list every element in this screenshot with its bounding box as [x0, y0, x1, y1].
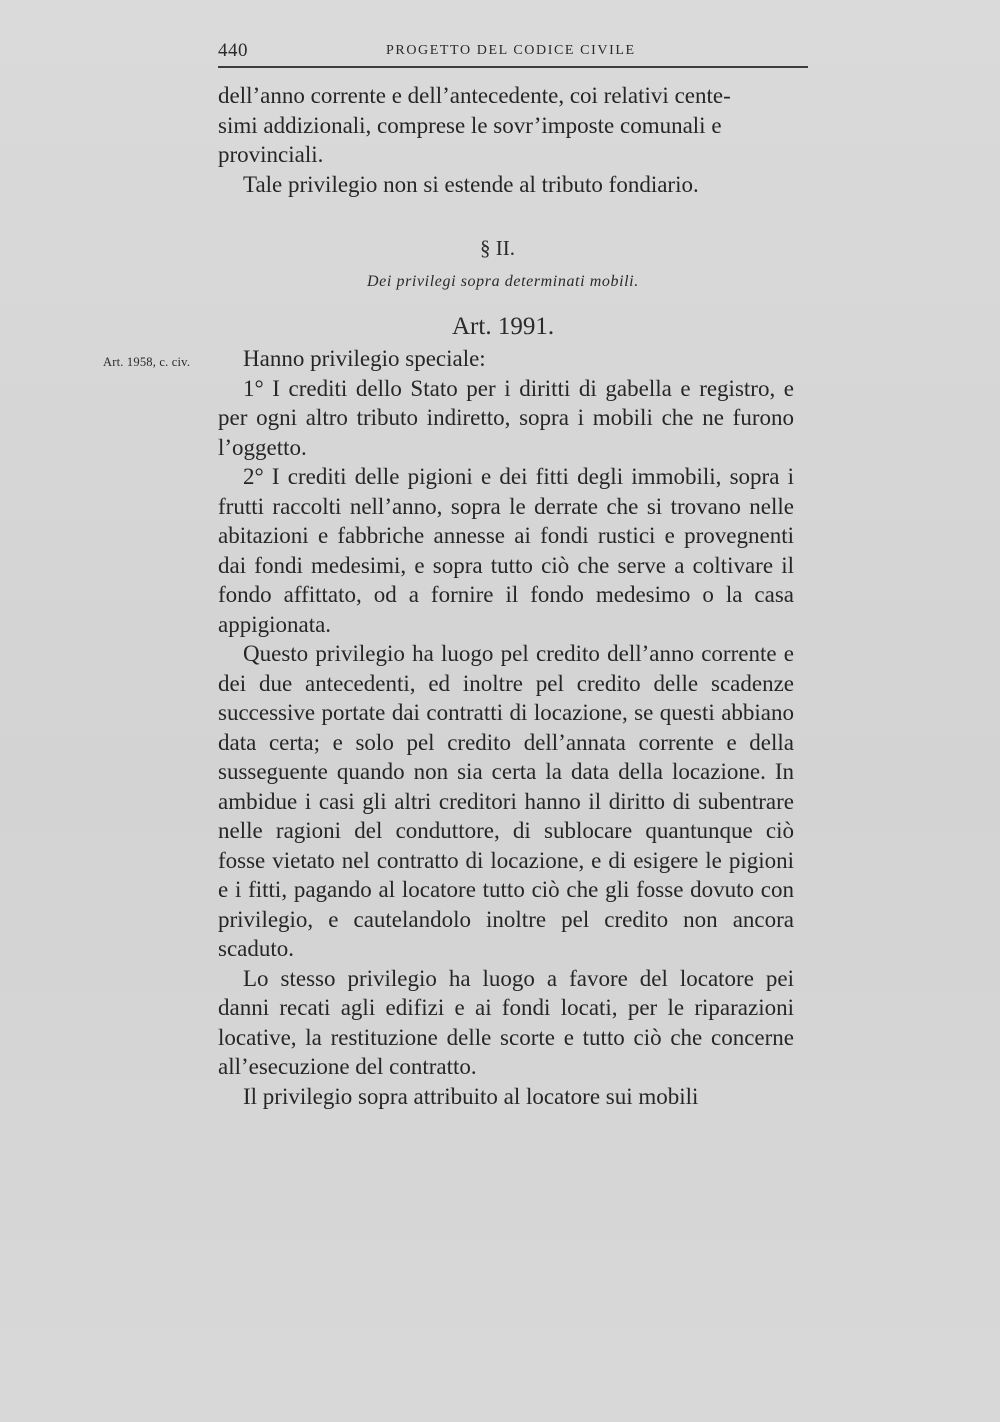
running-title: PROGETTO DEL CODICE CIVILE	[386, 43, 636, 58]
carryover-line: provinciali.	[218, 142, 324, 167]
article-intro: Hanno privilegio speciale:	[243, 346, 486, 371]
article-paragraph: 2° I crediti delle pigioni e dei fitti degli immobili, sopra i frutti raccolti nell’anno, sopra le derrate che si trovano nelle abitazioni e fabbriche annesse ai fondi rustici e provegnenti dai fondi medesimi, e sopra tutto ciò che serve a coltivare il fondo affittato, od a fornire il fondo medesimo o la casa appigionata.	[218, 464, 794, 637]
carryover-line: simi addizionali, comprese le sovr’imposte comunali e	[218, 112, 722, 138]
article-paragraph: Lo stesso privilegio ha luogo a favore del locatore pei danni recati agli edifizi e ai fondi locati, per le riparazioni locative, la restituzione delle scorte e tutto ciò che concerne all’esecuzione del contratto.	[218, 965, 794, 1079]
article-heading: Art. 1991.	[452, 313, 555, 340]
carryover-line: dell’anno corrente e dell’antecedente, coi relativi cente-	[218, 83, 731, 108]
article-paragraph: Questo privilegio ha luogo pel credito dell’anno corrente e dei due antecedenti, ed inoltre pel credito delle scadenze successive portate dai contratti di locazione, se questi abbiano data certa; e solo pel credito dell’annata corrente e della susseguente quando non sia certa la data della locazione. In ambidue i casi gli altri creditori hanno il diritto di subentrare nelle ragioni del conduttore, di sublocare quantunque ciò fosse vietato nel contratto di locazione, e di esigere le pigioni e i fitti, pagando al locatore tutto ciò che gli fosse dovuto con privilegio, e cautelandolo inoltre pel credito non ancora scaduto.	[218, 641, 794, 961]
header-rule	[218, 66, 808, 68]
article-paragraph: 1° I crediti dello Stato per i diritti di gabella e registro, e per ogni altro tributo indiretto, sopra i mobili che ne furono l’oggetto.	[218, 375, 794, 460]
carryover-line: Tale privilegio non si estende al tributo fondiario.	[243, 171, 699, 197]
page-number: 440	[218, 40, 248, 61]
carryover-paragraph	[218, 81, 794, 199]
section-title: Dei privilegi sopra determinati mobili.	[367, 273, 639, 290]
article-body	[218, 344, 794, 1111]
article-paragraph: Il privilegio sopra attribuito al locatore sui mobili	[243, 1083, 699, 1109]
section-mark: § II.	[480, 236, 515, 260]
margin-note: Art. 1958, c. civ.	[103, 355, 191, 369]
